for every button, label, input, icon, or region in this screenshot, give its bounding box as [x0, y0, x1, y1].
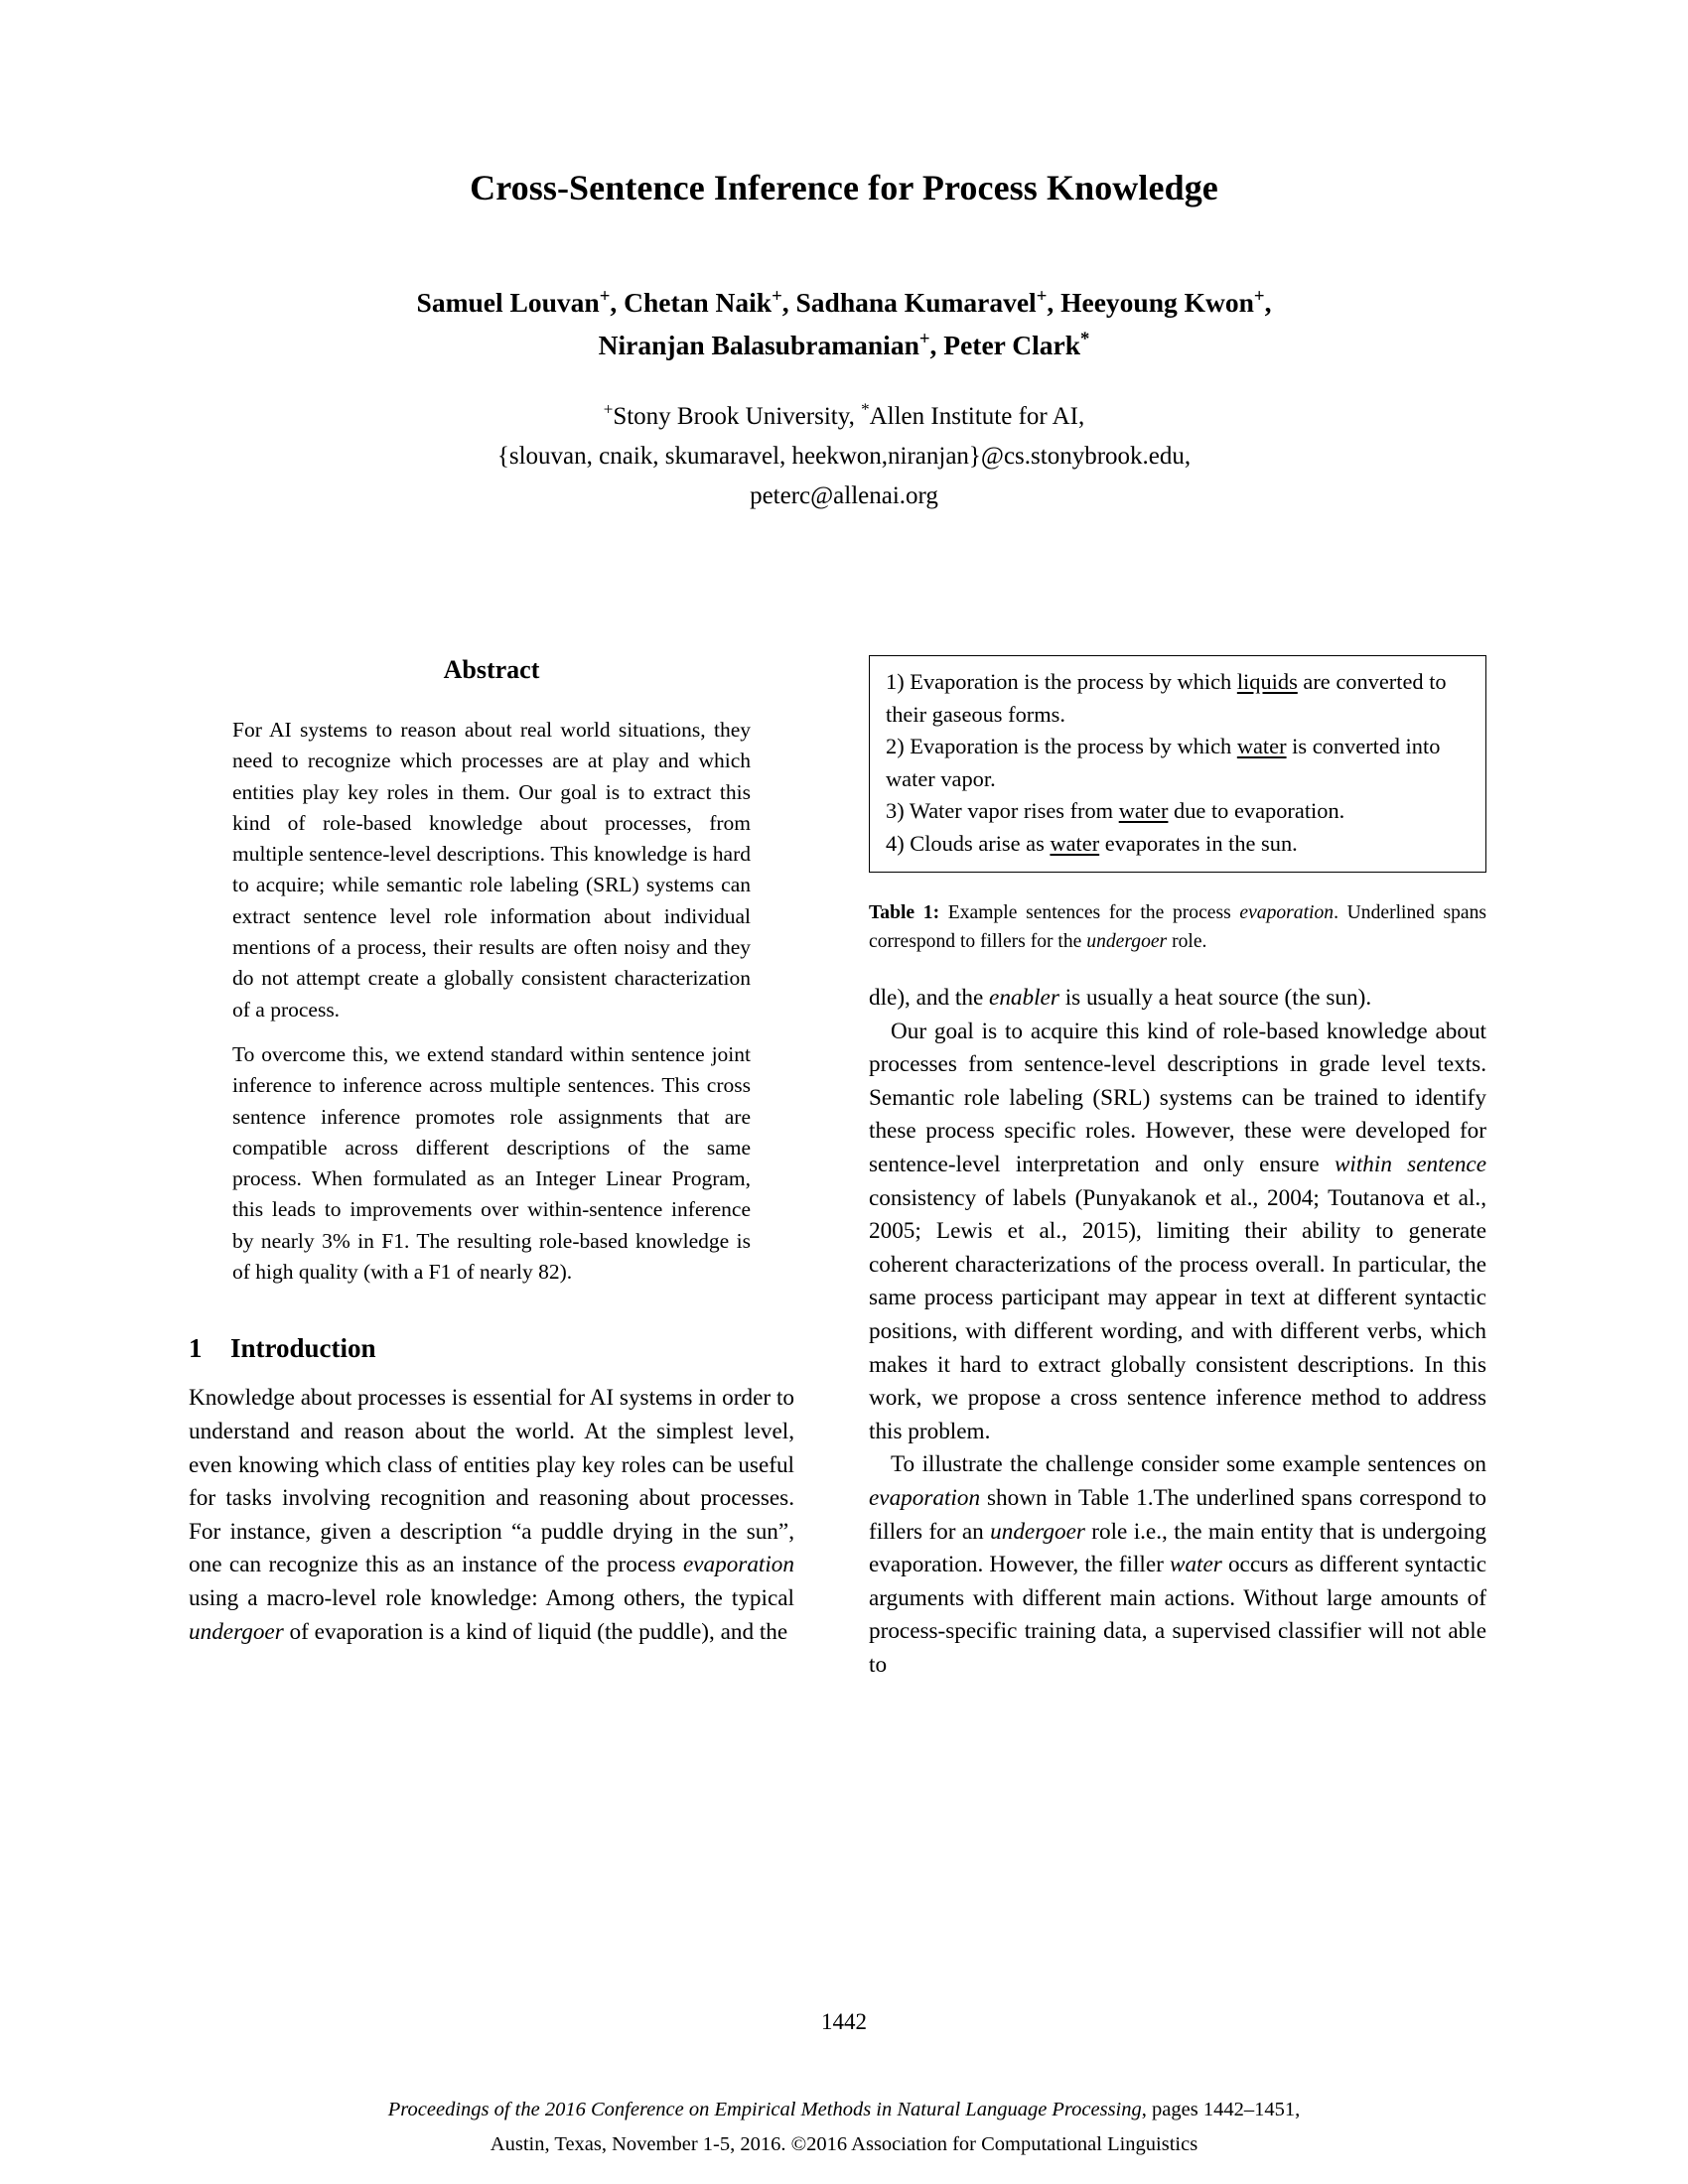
- affiliation-org-1: Stony Brook University,: [613, 403, 855, 430]
- abstract-heading: Abstract: [443, 655, 540, 684]
- text-run: using a macro-level role knowledge: Among others, the typical: [189, 1584, 794, 1611]
- paragraph: [869, 982, 1486, 1016]
- email-line-2: peterc@allenai.org: [750, 482, 938, 509]
- author-name-4: Niranjan Balasubramanian: [598, 330, 919, 360]
- affiliation-mark-2: *: [861, 399, 870, 419]
- venue-line: Austin, Texas, November 1-5, 2016. ©2016 Association for Computational Linguistics: [490, 2133, 1198, 2155]
- abstract-paragraph: For AI systems to reason about real world situations, they need to recognize which processes are at play and which entities play key roles in them. Our goal is to extract this kind of role-based knowledge about processes, from multiple sentence-level descriptions. This knowledge is hard to acquire; while semantic role labeling (SRL) systems can extract sentence level role information about individual mentions of a process, their results are often noisy and they do not attempt create a globally consistent characterization of a process.: [232, 718, 751, 1022]
- underlined-span: liquids: [1236, 669, 1298, 694]
- text-run: To illustrate the challenge consider some example sentences on: [891, 1451, 1486, 1478]
- text-run: shown in Table 1.The underlined spans correspond to fillers for an: [869, 1484, 1486, 1545]
- page-number: 1442: [821, 2009, 867, 2034]
- proceedings-title: Proceedings of the 2016 Conference on Empirical Methods in Natural Language Processing: [387, 2099, 1142, 2120]
- row-post: are converted to their gaseous forms.: [886, 669, 1447, 727]
- affiliation-line: [189, 397, 1499, 437]
- caption-label: Table 1:: [869, 902, 940, 923]
- email-line-1: {slouvan, cnaik, skumaravel, heekwon,niranjan}@cs.stonybrook.edu,: [496, 443, 1192, 470]
- italic-term: evaporation: [869, 1484, 981, 1511]
- text-run: role.: [1167, 931, 1207, 952]
- table-row: [886, 666, 1472, 731]
- table-row: [886, 795, 1472, 828]
- italic-term: evaporation: [1239, 902, 1335, 923]
- proceedings-footer: [0, 2093, 1688, 2162]
- section-number: 1: [189, 1333, 203, 1364]
- italic-term: undergoer: [990, 1518, 1085, 1545]
- author-name-1: Chetan Naik: [624, 287, 773, 318]
- author-mark-5: *: [1079, 328, 1090, 349]
- text-run: Example sentences for the process: [939, 902, 1240, 923]
- author-name-0: Samuel Louvan: [416, 287, 600, 318]
- section-title: Introduction: [230, 1333, 376, 1364]
- text-run: consistency of labels (Punyakanok et al., 2004; Toutanova et al., 2005; Lewis et al., 2015), limiting their ability to generate coherent characterizations of the process overall. In particular, the same process participant may appear in text at different syntactic positions, with different wording, and with different verbs, which makes it hard to extract globally consistent descriptions. In this work, we propose a cross sentence inference method to address this problem.: [869, 1184, 1486, 1444]
- author-mark-0: +: [599, 285, 611, 307]
- row-pre: Evaporation is the process by which: [910, 669, 1237, 694]
- text-run: of evaporation is a kind of liquid (the puddle), and the: [283, 1618, 788, 1645]
- abstract-paragraph: To overcome this, we extend standard within sentence joint inference to inference across multiple sentences. This cross sentence inference promotes role assignments that are compatible across different descriptions of the same process. When formulated as an Integer Linear Program, this leads to improvements over within-sentence inference by nearly 3% in F1. The resulting role-based knowledge is of high quality (with a F1 of nearly 82).: [232, 1041, 751, 1285]
- italic-term: within sentence: [1334, 1151, 1486, 1177]
- text-run: Our goal is to acquire this kind of role-based knowledge about processes from sentence-level descriptions in grade level texts. Semantic role labeling (SRL) systems can be trained to identify these process specific roles. However, these were developed for sentence-level interpretation and only ensure: [869, 1018, 1486, 1177]
- author-name-3: Heeyoung Kwon: [1060, 287, 1254, 318]
- affiliation-org-2: Allen Institute for AI,: [869, 403, 1085, 430]
- affiliation-block: [189, 397, 1499, 516]
- right-column: [869, 655, 1486, 1682]
- affiliation-mark-1: +: [603, 399, 614, 419]
- table-row: [886, 731, 1472, 795]
- section-heading-introduction: [189, 1333, 794, 1364]
- author-name-2: Sadhana Kumaravel: [795, 287, 1037, 318]
- author-list: [189, 281, 1499, 366]
- introduction-body-right: [869, 982, 1486, 1682]
- paragraph: [869, 1448, 1486, 1682]
- table-1-box: [869, 655, 1486, 873]
- left-column: [189, 655, 794, 1649]
- row-pre: Evaporation is the process by which: [910, 734, 1237, 758]
- underlined-span: water: [1236, 734, 1287, 758]
- text-run: occurs as different syntactic arguments with different main actions. Without large amounts of process-specific training data, a supervised classifier will not able to: [869, 1552, 1486, 1678]
- author-mark-4: +: [918, 328, 930, 349]
- italic-term: water: [1170, 1552, 1222, 1578]
- row-index: 3): [886, 798, 905, 823]
- underlined-span: water: [1118, 798, 1169, 823]
- table-row: [886, 828, 1472, 861]
- text-run: is usually a heat source (the sun).: [1058, 985, 1372, 1011]
- italic-term: evaporation: [682, 1552, 794, 1578]
- row-post: is converted into water vapor.: [886, 734, 1441, 791]
- underlined-span: water: [1050, 830, 1100, 856]
- text-run: dle), and the: [869, 985, 990, 1011]
- author-mark-2: +: [1036, 285, 1048, 307]
- author-line-2: Niranjan Balasubramanian+, Peter Clark*: [598, 328, 1090, 360]
- paragraph: [869, 1016, 1486, 1449]
- italic-term: enabler: [989, 985, 1059, 1011]
- author-mark-3: +: [1253, 285, 1265, 307]
- paragraph: [189, 1382, 794, 1649]
- text-run: . Underlined spans correspond to fillers for the: [869, 902, 1486, 952]
- author-line-1: Samuel Louvan+, Chetan Naik+, Sadhana Kumaravel+, Heeyoung Kwon+,: [416, 285, 1272, 318]
- page-title: Cross-Sentence Inference for Process Knowledge: [470, 168, 1218, 207]
- proceedings-line: [0, 2093, 1688, 2127]
- abstract-body: [232, 715, 751, 1288]
- row-pre: Clouds arise as: [910, 830, 1051, 856]
- row-post: evaporates in the sun.: [1099, 830, 1298, 856]
- row-index: 2): [886, 734, 905, 758]
- table-1-caption: [869, 898, 1486, 956]
- proceedings-pages: , pages 1442–1451,: [1141, 2099, 1301, 2120]
- row-post: due to evaporation.: [1168, 798, 1345, 823]
- italic-term: undergoer: [189, 1618, 284, 1645]
- italic-term: undergoer: [1086, 931, 1168, 952]
- row-index: 4): [886, 830, 905, 856]
- row-pre: Water vapor rises from: [909, 798, 1119, 823]
- text-run: Knowledge about processes is essential for AI systems in order to understand and reason about the world. At the simplest level, even knowing which class of entities play key roles can be useful for tasks involving recognition and reasoning about processes. For instance, given a description “a puddle drying in the sun”, one can recognize this as an instance of the process: [189, 1385, 794, 1578]
- text-run: role i.e., the main entity that is undergoing evaporation. However, the filler: [869, 1518, 1486, 1578]
- row-index: 1): [886, 669, 905, 694]
- introduction-body-left: [189, 1382, 794, 1649]
- author-mark-1: +: [772, 285, 782, 307]
- author-name-5: Peter Clark: [943, 330, 1080, 360]
